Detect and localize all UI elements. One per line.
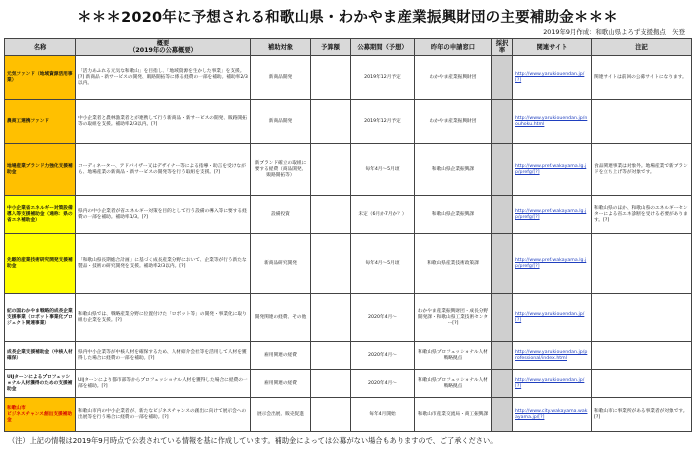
- row-window: 和歌山市産業交流局・商工振興課: [415, 398, 492, 432]
- table-body: [5, 56, 692, 432]
- row-site-link[interactable]: http://www.yarukiouendan.jp/professional/index.html: [513, 342, 592, 370]
- row-target: 設備投資: [251, 196, 311, 234]
- row-name: 紀の国わかやま戦略的成長企業支援事業（ロボット事業化プロジェクト関連事業）: [5, 294, 76, 342]
- row-site-link[interactable]: http://www.yarukiouendan.jp/[?]: [513, 370, 592, 398]
- row-notes: [592, 370, 692, 398]
- row-period: 毎年4月～5月頃: [351, 234, 415, 294]
- row-site-link[interactable]: http://www.yarukiouendan.jp/nouhoku.html: [513, 100, 592, 144]
- footnote: （注）上記の情報は2019年9月時点で公表されている情報を基に作成しています。補助金によっては公募がない場合もありますので、ご了承ください。: [8, 436, 498, 445]
- header-window: 昨年の申請窓口: [415, 39, 492, 56]
- row-summary: UIJターンにより都市部等からプロフェッショナル人材を獲得した場合に経費の一部を補助。[?]: [76, 370, 251, 398]
- row-notes: 食品関連事業は対象外。地場産業で新ブランドを立ち上げ等が対象です。: [592, 144, 692, 196]
- table-row: [5, 370, 692, 398]
- row-site-link[interactable]: http://www.pref.wakayama.lg.jp/prefg/[?]: [513, 234, 592, 294]
- row-period: 2020年4月～: [351, 370, 415, 398]
- row-notes: [592, 342, 692, 370]
- row-adopted: [492, 342, 513, 370]
- row-notes: [592, 294, 692, 342]
- row-adopted: [492, 234, 513, 294]
- author-credit: 2019年9月作成：和歌山県よろず支援拠点 矢登: [543, 28, 685, 36]
- row-budget: [311, 370, 351, 398]
- row-target: 雇用関連の経費: [251, 342, 311, 370]
- row-site-link[interactable]: http://www.pref.wakayama.lg.jp/prefg/[?]: [513, 196, 592, 234]
- table-row: [5, 100, 692, 144]
- row-target: 新商品開発: [251, 100, 311, 144]
- row-budget: [311, 100, 351, 144]
- table-row: [5, 398, 692, 432]
- row-notes: [592, 234, 692, 294]
- row-budget: [311, 144, 351, 196]
- row-window: わかやま産業振興財団: [415, 100, 492, 144]
- header-period: 公募期間（予想）: [351, 39, 415, 56]
- header-summary: 概要 （2019年の公募概要）: [76, 39, 251, 56]
- table-row: [5, 196, 692, 234]
- row-adopted: [492, 370, 513, 398]
- row-name: 成長企業支援補助金（中核人材確保）: [5, 342, 76, 370]
- table-row: [5, 342, 692, 370]
- row-budget: [311, 342, 351, 370]
- header-name: 名称: [5, 39, 76, 56]
- row-period: 2020年4月～: [351, 294, 415, 342]
- row-budget: [311, 234, 351, 294]
- table-row: [5, 294, 692, 342]
- header-row: [5, 39, 692, 56]
- row-summary: 県内中小企業等が中核人材を確保するため、人材紹介会社等を活用して人材を獲得した場合に経費の一部を補助。[?]: [76, 342, 251, 370]
- row-budget: [311, 294, 351, 342]
- header-budget: 予算額: [311, 39, 351, 56]
- row-name: 地場産業ブランド力強化支援補助金: [5, 144, 76, 196]
- row-window: 和歌山県プロフェッショナル人材戦略拠点: [415, 370, 492, 398]
- row-site-link[interactable]: http://www.pref.wakayama.lg.jp/prefg/[?]: [513, 144, 592, 196]
- row-period: 毎年4月～5月頃: [351, 144, 415, 196]
- row-site-link[interactable]: http://www.yarukiouendan.jp/[?]: [513, 294, 592, 342]
- row-period: 2019年12月予定: [351, 100, 415, 144]
- header-target: 補助対象: [251, 39, 311, 56]
- table-header: [5, 39, 692, 56]
- row-target: 新ブランド確立の取組に要する経費（商品開発、販路開拓等）: [251, 144, 311, 196]
- row-adopted: [492, 56, 513, 100]
- row-budget: [311, 398, 351, 432]
- subsidy-table: [4, 38, 692, 432]
- row-target: 新商品開発: [251, 56, 311, 100]
- row-adopted: [492, 294, 513, 342]
- row-name: 元気ファンド（地域資源活用事業）: [5, 56, 76, 100]
- row-adopted: [492, 144, 513, 196]
- row-period: 未定（6月か7月か？）: [351, 196, 415, 234]
- row-target: 展示会出展、販売促進: [251, 398, 311, 432]
- row-summary: 「和歌山県長期総合計画」に基づく成長産業分野において、企業等が行う新たな製品・技術の研究開発を支援。補助率2/3以内。[?]: [76, 234, 251, 294]
- row-budget: [311, 56, 351, 100]
- row-summary: 中小企業者と農林漁業者とが連携して行う新商品・新サービスの開発、販路開拓等の取組を支援。補助率2/3以内。[?]: [76, 100, 251, 144]
- row-name: 和歌山市 ビジネスチャンス創出支援補助金: [5, 398, 76, 432]
- row-window: 和歌山県プロフェッショナル人材戦略拠点: [415, 342, 492, 370]
- row-notes: [592, 100, 692, 144]
- row-target: 開発関連の経費、その他: [251, 294, 311, 342]
- table-row: [5, 234, 692, 294]
- row-adopted: [492, 196, 513, 234]
- row-budget: [311, 196, 351, 234]
- row-adopted: [492, 398, 513, 432]
- row-period: 2020年4月～: [351, 342, 415, 370]
- row-target: 新商品研究開発: [251, 234, 311, 294]
- header-site: 関連サイト: [513, 39, 592, 56]
- row-summary: 和歌山市内の中小企業者が、新たなビジネスチャンスの創出に向けて展示会への出展等を行う場合に経費の一部を補助。[?]: [76, 398, 251, 432]
- row-adopted: [492, 100, 513, 144]
- row-name: 農商工連携ファンド: [5, 100, 76, 144]
- row-window: 和歌山県企業振興課: [415, 144, 492, 196]
- row-period: 2019年12月予定: [351, 56, 415, 100]
- row-window: 和歌山県企業振興課: [415, 196, 492, 234]
- row-summary: 県内の中小企業者が省エネルギー対策を目的として行う設備の導入等に要する経費の一部を補助。補助率1/3。[?]: [76, 196, 251, 234]
- row-summary: 「活力あふれる元気な和歌山」を目指し、「地域資源を生かした事業」を支援。[?] 新商品・新サービスの開発、販路開拓等に係る経費の一部を補助。補助率2/3以内。: [76, 56, 251, 100]
- table-row: [5, 144, 692, 196]
- header-adopted: 採択率: [492, 39, 513, 56]
- table-row: [5, 56, 692, 100]
- row-site-link[interactable]: http://www.yarukiouendan.jp/[?]: [513, 56, 592, 100]
- row-name: UIJターンによるプロフェッショナル人材獲得のための支援補助金: [5, 370, 76, 398]
- row-period: 毎年4月開始: [351, 398, 415, 432]
- header-notes: 注記: [592, 39, 692, 56]
- row-notes: 和歌山県のほか、和歌山県のエネルギーセンターによる省エネ診断を受ける必要があります。[?]: [592, 196, 692, 234]
- row-window: わかやま産業振興財団: [415, 56, 492, 100]
- row-name: 先駆的産業技術研究開発支援補助金: [5, 234, 76, 294]
- row-name: 中小企業省エネルギー対策設備導入等支援補助金（通称：県の省エネ補助金）: [5, 196, 76, 234]
- row-summary: コーディネーター、アドバイザー又はデザイナー等による指導・助言を受けながら、地場産業の新商品・新サービスの開発等を行う取組を支援。[?]: [76, 144, 251, 196]
- row-notes: 和歌山市に事業所がある事業者が対象です。[?]: [592, 398, 692, 432]
- row-window: 和歌山県産業技術政策課: [415, 234, 492, 294]
- row-site-link[interactable]: http://www.city.wakayama.wakayama.jp/[?]: [513, 398, 592, 432]
- row-target: 雇用関連の経費: [251, 370, 311, 398]
- row-notes: 関連サイトは前回の公募サイトになります。: [592, 56, 692, 100]
- row-summary: 和歌山県では、戦略産業分野に位置付けた「ロボット等」の開発・事業化に取り組む企業を支援。[?]: [76, 294, 251, 342]
- row-window: わかやま産業振興財団・成長分野開発課・和歌山県工業技術センター[?]: [415, 294, 492, 342]
- page-title: ＊＊＊2020年に予想される和歌山県・わかやま産業振興財団の主要補助金＊＊＊: [77, 10, 618, 26]
